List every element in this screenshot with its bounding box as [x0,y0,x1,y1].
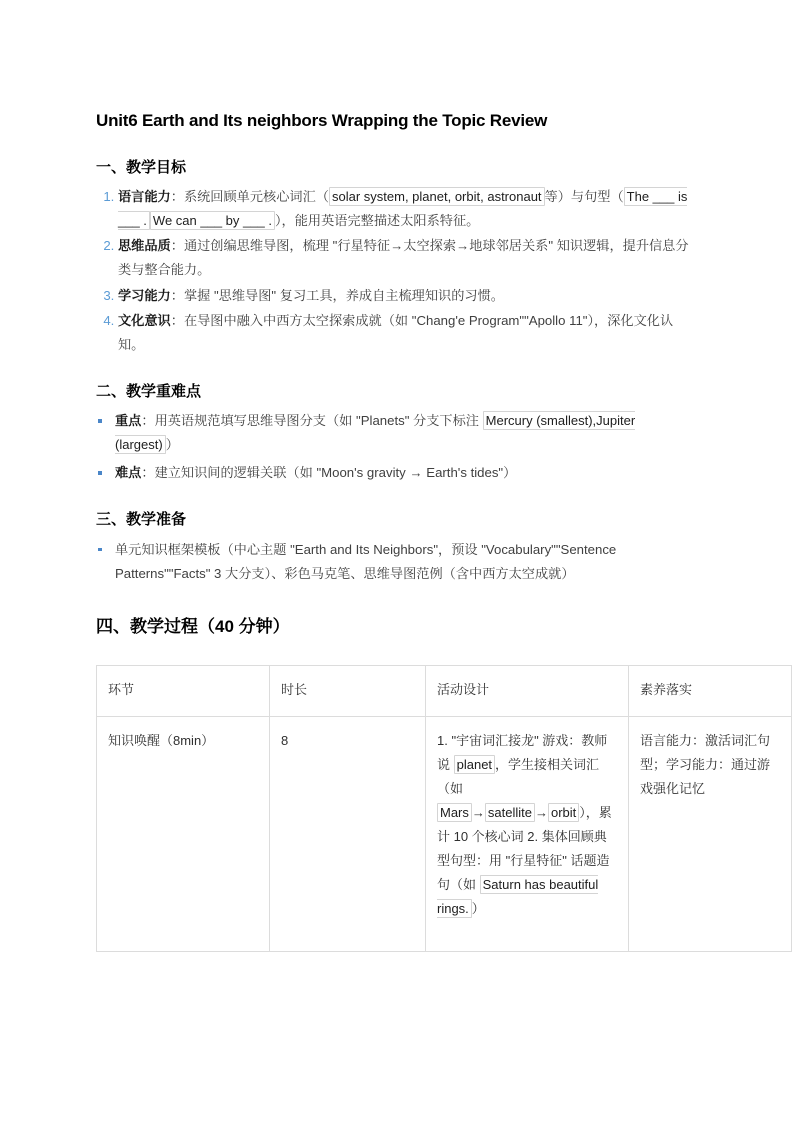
goal-text-b: 等）与句型（ [544,189,624,205]
teaching-goals-list [96,185,698,356]
list-item [96,461,698,485]
goal-body [118,313,673,352]
inline-code-planets-note: Mercury (smallest),Jupiter (largest) [115,413,636,453]
point-separator: ： [141,465,155,481]
list-item [118,185,698,233]
preparation-text: 单元知识框架模板（中心主题 "Earth and Its Neighbors"，预设 "Vocabulary""Sentence Patterns""Facts" 3 大分支）、彩色马克笔、思维导图范例（含中西方太空成就） [115,541,617,581]
activity-text-4: ） [471,901,485,917]
page-title: Unit6 Earth and Its neighbors Wrapping the Topic Review [96,111,548,130]
table-body [97,717,792,952]
column-header-activity: 活动设计 [426,666,629,717]
section-heading-teaching-goals: 一、教学目标 [96,158,187,176]
goal-label: 语言能力 [118,189,171,205]
goal-text-a: 在导图中融入中西方太空探索成就（如 "Chang'e Program""Apollo 11"），深化文化认知。 [118,312,674,352]
activity-text-3: ），累计 10 个核心词 2. 集体回顾典型句型：用 "行星特征" 话题造句（如 [437,805,612,893]
goal-text-a: 通过创编思维导图，梳理 "行星特征→太空探索→地球邻居关系" 知识逻辑，提升信息分类与整合能力。 [118,238,689,278]
table-header [97,666,792,717]
point-separator: ： [141,413,155,429]
goal-text-a: 掌握 "思维导图" 复习工具，养成自主梳理知识的习惯。 [183,287,504,303]
lesson-plan-table [96,665,792,952]
activity-text-2: ，学生接相关词汇（如 [437,757,600,797]
goal-separator: ： [170,238,184,254]
goal-label: 文化意识 [118,312,171,328]
inline-code-vocabulary: solar system, planet, orbit, astronaut [329,187,545,206]
list-item [96,538,698,586]
document-page [96,0,771,952]
goal-body [118,187,687,230]
section-heading-teaching-preparation: 三、教学准备 [96,511,187,529]
section-heading-teaching-process: 四、教学过程（40 分钟） [96,616,290,636]
column-header-literacy: 素养落实 [629,666,792,717]
goal-text-a: 系统回顾单元核心词汇（ [183,189,329,205]
table-header-row [97,666,792,717]
list-item [96,409,698,457]
goal-body [118,238,689,277]
goal-label: 学习能力 [118,287,171,303]
inline-code-orbit: orbit [548,803,579,822]
cell-literacy: 语言能力：激活词汇句型；学习能力：通过游戏强化记忆 [629,717,792,952]
cell-activity [426,717,629,952]
point-text-a: 用英语规范填写思维导图分支（如 "Planets" 分支下标注 [154,413,483,429]
inline-code-sentence-pattern-1: The ___ is ___ . [118,189,688,229]
point-text-a: 建立知识间的逻辑关联（如 "Moon's gravity → Earth's tides"） [154,465,517,481]
list-item [118,284,698,308]
key-points-list [96,409,698,485]
section-heading-key-difficult-points: 二、教学重难点 [96,382,202,400]
point-label: 难点 [115,465,142,481]
inline-code-mars: Mars [437,803,472,822]
goal-body [118,288,504,303]
arrow-glyph-1: → [471,805,485,821]
goal-label: 思维品质 [118,238,171,254]
cell-stage: 知识唤醒（8min） [97,717,270,952]
table-row [97,717,792,952]
point-text-b: ） [165,437,179,453]
point-label: 重点 [115,413,142,429]
activity-text-1: 1. "宇宙词汇接龙" 游戏：教师说 [437,733,608,773]
column-header-stage: 环节 [97,666,270,717]
goal-separator: ： [170,312,184,328]
preparation-list [96,538,698,586]
arrow-glyph-2: → [534,805,548,821]
inline-code-planet: planet [454,755,495,774]
goal-text-c: ），能用英语完整描述太阳系特征。 [274,213,480,229]
goal-separator: ： [170,287,184,303]
goal-separator: ： [170,189,184,205]
inline-code-sentence-pattern-2: We can ___ by ___ . [150,211,275,230]
list-item [118,234,698,282]
column-header-duration: 时长 [270,666,426,717]
cell-duration: 8 [270,717,426,952]
list-item [118,309,698,357]
inline-code-satellite: satellite [485,803,535,822]
inline-code-saturn-sentence: Saturn has beautiful rings. [437,877,599,917]
